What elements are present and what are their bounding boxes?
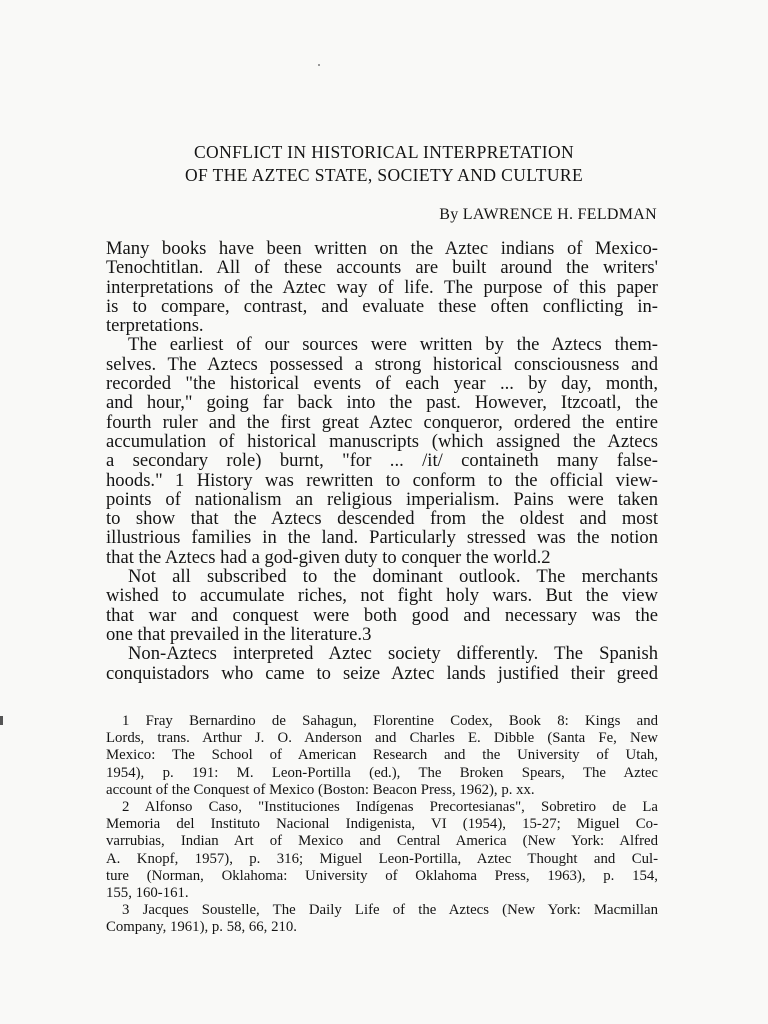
body-line: terpretations. (106, 316, 204, 336)
footnote-line: Mexico: The School of American Research and the University of Utah, (106, 747, 658, 764)
title-line-2: OF THE AZTEC STATE, SOCIETY AND CULTURE (184, 165, 584, 185)
body-line: one that prevailed in the literature.3 (106, 624, 372, 645)
title-line-1: CONFLICT IN HISTORICAL INTERPRETATION (193, 142, 575, 162)
body-line: conquistadors who came to seize Aztec lands justified their greed (106, 663, 658, 683)
scan-edge-mark (0, 716, 3, 725)
footnote-line: varrubias, Indian Art of Mexico and Central America (New York: Alfred (106, 833, 658, 850)
footnote-line: account of the Conquest of Mexico (Boston: Beacon Press, 1962), p. xx. (106, 781, 535, 798)
article-title (0, 141, 768, 187)
footnote-line: Company, 1961), p. 58, 66, 210. (106, 919, 297, 936)
footnotes (106, 713, 658, 937)
body-line: Many books have been written on the Aztec indians of Mexico- (106, 239, 658, 259)
body-line: that war and conquest were both good and necessary was the (106, 605, 658, 625)
body-line: hoods." 1 History was rewritten to conform to the official view- (106, 470, 658, 490)
footnote-line: 3 Jacques Soustelle, The Daily Life of the Aztecs (New York: Macmillan (122, 902, 658, 919)
footnote-line: 155, 160-161. (106, 885, 189, 902)
footnote-line: Memoria del Instituto Nacional Indigenista, VI (1954), 15-27; Miguel Co- (106, 816, 658, 833)
body-line: a secondary role) burnt, "for ... /it/ containeth many false- (106, 451, 658, 471)
scan-speck (318, 64, 320, 66)
body-line: accumulation of historical manuscripts (which assigned the Aztecs (106, 431, 658, 452)
body-text (106, 239, 658, 683)
body-line: Not all subscribed to the dominant outlook. The merchants (128, 567, 658, 587)
footnote-line: 2 Alfonso Caso, "Instituciones Indígenas Precortesianas", Sobretiro de La (122, 799, 658, 816)
footnote-line: 1954), p. 191: M. Leon-Portilla (ed.), The Broken Spears, The Aztec (106, 764, 658, 781)
footnote-line: 1 Fray Bernardino de Sahagun, Florentine Codex, Book 8: Kings and (122, 713, 658, 729)
body-line: selves. The Aztecs possessed a strong historical consciousness and (106, 354, 658, 375)
body-line: fourth ruler and the first great Aztec conqueror, ordered the entire (106, 412, 658, 432)
body-line: Tenochtitlan. All of these accounts are built around the writers' (106, 258, 658, 278)
author-byline: By LAWRENCE H. FELDMAN (439, 206, 657, 223)
footnote-line: A. Knopf, 1957), p. 316; Miguel Leon-Portilla, Aztec Thought and Cul- (106, 850, 658, 867)
body-line: and hour," going far back into the past. However, Itzcoatl, the (106, 393, 658, 413)
body-line: Non-Aztecs interpreted Aztec society differently. The Spanish (128, 644, 658, 664)
body-line: interpretations of the Aztec way of life. The purpose of this paper (106, 277, 658, 297)
body-line: recorded "the historical events of each year ... by day, month, (106, 374, 658, 394)
body-line: points of nationalism an religious imperialism. Pains were taken (106, 489, 658, 510)
body-line: to show that the Aztecs descended from the oldest and most (106, 509, 658, 529)
footnote-line: Lords, trans. Arthur J. O. Anderson and Charles E. Dibble (Santa Fe, New (106, 730, 658, 747)
body-line: that the Aztecs had a god-given duty to conquer the world.2 (106, 547, 551, 568)
body-line: wished to accumulate riches, not fight holy wars. But the view (106, 586, 658, 606)
body-line: The earliest of our sources were written by the Aztecs them- (128, 335, 658, 355)
footnote-line: ture (Norman, Oklahoma: University of Oklahoma Press, 1963), p. 154, (106, 867, 658, 884)
body-line: is to compare, contrast, and evaluate these often conflicting in- (106, 296, 658, 317)
body-line: illustrious families in the land. Particularly stressed was the notion (106, 528, 658, 548)
